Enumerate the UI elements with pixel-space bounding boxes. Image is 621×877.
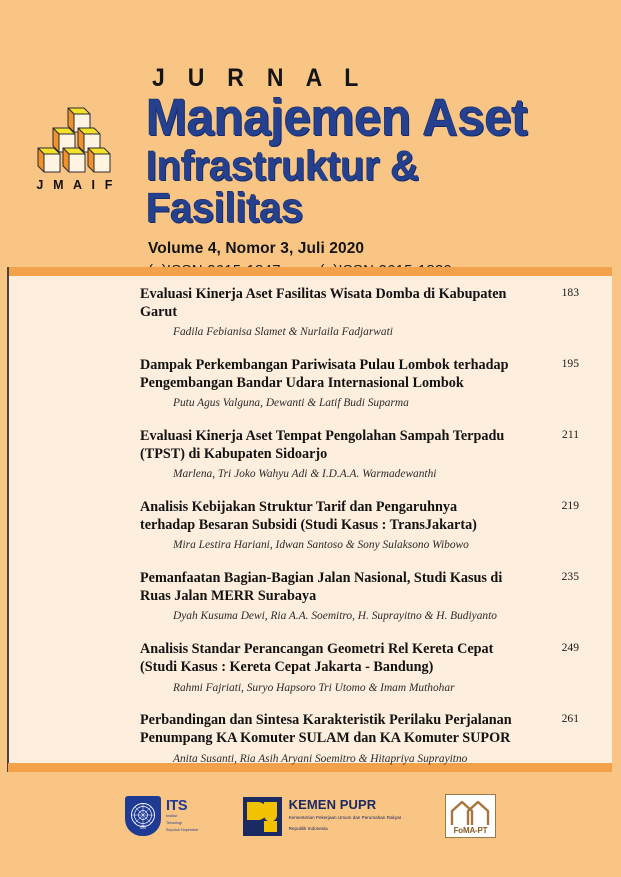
jmaif-acronym: J M A I F xyxy=(36,178,116,192)
pupr-wordmark xyxy=(289,798,401,833)
toc-page-number: 219 xyxy=(561,499,579,513)
toc-entry[interactable] xyxy=(9,498,612,553)
toc-entry[interactable] xyxy=(9,285,612,340)
toc-article-authors: Rahmi Fajriati, Suryo Hapsoro Tri Utomo & Imam Muthohar xyxy=(173,681,455,694)
masthead xyxy=(146,66,606,279)
stacked-cubes-icon xyxy=(32,104,120,176)
foma-pt-logo xyxy=(445,794,496,838)
pupr-subtitle-2: Republik Indonesia xyxy=(288,825,328,831)
house-outline-icon xyxy=(449,798,491,831)
pupr-subtitle-1: Kementerian Pekerjaan Umum dan Perumahan Rakyat xyxy=(288,815,401,821)
footer-logo-row xyxy=(0,794,621,838)
cover-header xyxy=(0,0,621,267)
toc-page-number: 235 xyxy=(561,570,579,584)
journal-title-line1: Manajemen Aset xyxy=(146,89,528,147)
its-wordmark xyxy=(166,799,199,833)
toc-article-title[interactable]: Analisis Kebijakan Struktur Tarif dan Pengaruhnya terhadap Besaran Subsidi (Studi Kasus : TransJakarta) xyxy=(140,499,477,534)
toc-article-title[interactable]: Perbandingan dan Sintesa Karakteristik Perilaku Perjalanan Penumpang KA Komuter SULAM dan KA Komuter SUPOR xyxy=(140,712,512,747)
toc-article-title[interactable]: Evaluasi Kinerja Aset Tempat Pengolahan Sampah Terpadu (TPST) di Kabupaten Sidoarjo xyxy=(140,428,505,463)
table-of-contents xyxy=(9,276,612,782)
volume-issue-date: Volume 4, Nomor 3, Juli 2020 xyxy=(148,240,365,258)
journal-title-line2: Infrastruktur & Fasilitas xyxy=(146,142,419,232)
toc-entry[interactable] xyxy=(9,711,612,766)
its-acronym: ITS xyxy=(166,797,188,814)
toc-article-authors: Mira Lestira Hariani, Idwan Santoso & Sony Sulaksono Wibowo xyxy=(173,539,469,552)
toc-entry[interactable] xyxy=(9,569,612,624)
its-tagline-2: Teknologi xyxy=(166,820,183,825)
toc-article-authors: Anita Susanti, Ria Asih Aryani Soemitro & Hitapriya Suprayitno xyxy=(173,752,468,765)
toc-article-authors: Putu Agus Valguna, Dewanti & Latif Budi Suparma xyxy=(173,397,409,410)
toc-entry[interactable] xyxy=(9,356,612,411)
its-shield-icon xyxy=(125,796,161,836)
foma-pt-label: FoMA-PT xyxy=(453,826,488,835)
toc-page-number: 211 xyxy=(562,428,579,442)
toc-article-title[interactable]: Analisis Standar Perancangan Geometri Rel Kereta Cepat (Studi Kasus : Kereta Cepat Jakarta - Bandung) xyxy=(140,641,494,676)
toc-article-authors: Marlena, Tri Joko Wahyu Adi & I.D.A.A. Warmadewanthi xyxy=(173,468,437,481)
pupr-title: KEMEN PUPR xyxy=(288,797,377,813)
its-tagline-1: Institut xyxy=(166,814,178,819)
its-logo xyxy=(125,796,199,836)
toc-article-title[interactable]: Evaluasi Kinerja Aset Fasilitas Wisata Domba di Kabupaten Garut xyxy=(140,286,507,321)
cover-content xyxy=(9,276,612,763)
pupr-mark-icon xyxy=(243,797,282,836)
cover-footer xyxy=(0,772,621,877)
jmaif-logo xyxy=(28,104,124,202)
its-tagline-3: Sepuluh Nopember xyxy=(166,827,199,832)
toc-page-number: 183 xyxy=(561,286,579,299)
toc-page-number: 195 xyxy=(561,357,579,371)
pupr-logo xyxy=(243,797,401,836)
toc-article-authors: Fadila Febianisa Slamet & Nurlaila Fadjarwati xyxy=(173,326,393,339)
toc-article-title[interactable]: Pemanfaatan Bagian-Bagian Jalan Nasional, Studi Kasus di Ruas Jalan MERR Surabaya xyxy=(140,570,503,605)
masthead-kicker: J U R N A L xyxy=(152,64,367,92)
toc-article-title[interactable]: Dampak Perkembangan Pariwisata Pulau Lombok terhadap Pengembangan Bandar Udara Internasional Lombok xyxy=(140,357,509,392)
toc-page-number: 249 xyxy=(561,641,579,655)
toc-entry[interactable] xyxy=(9,427,612,482)
toc-article-authors: Dyah Kusuma Dewi, Ria A.A. Soemitro, H. Suprayitno & H. Budiyanto xyxy=(173,610,497,623)
toc-entry[interactable] xyxy=(9,640,612,695)
toc-page-number: 261 xyxy=(561,712,579,726)
divider-band-top xyxy=(8,267,612,276)
